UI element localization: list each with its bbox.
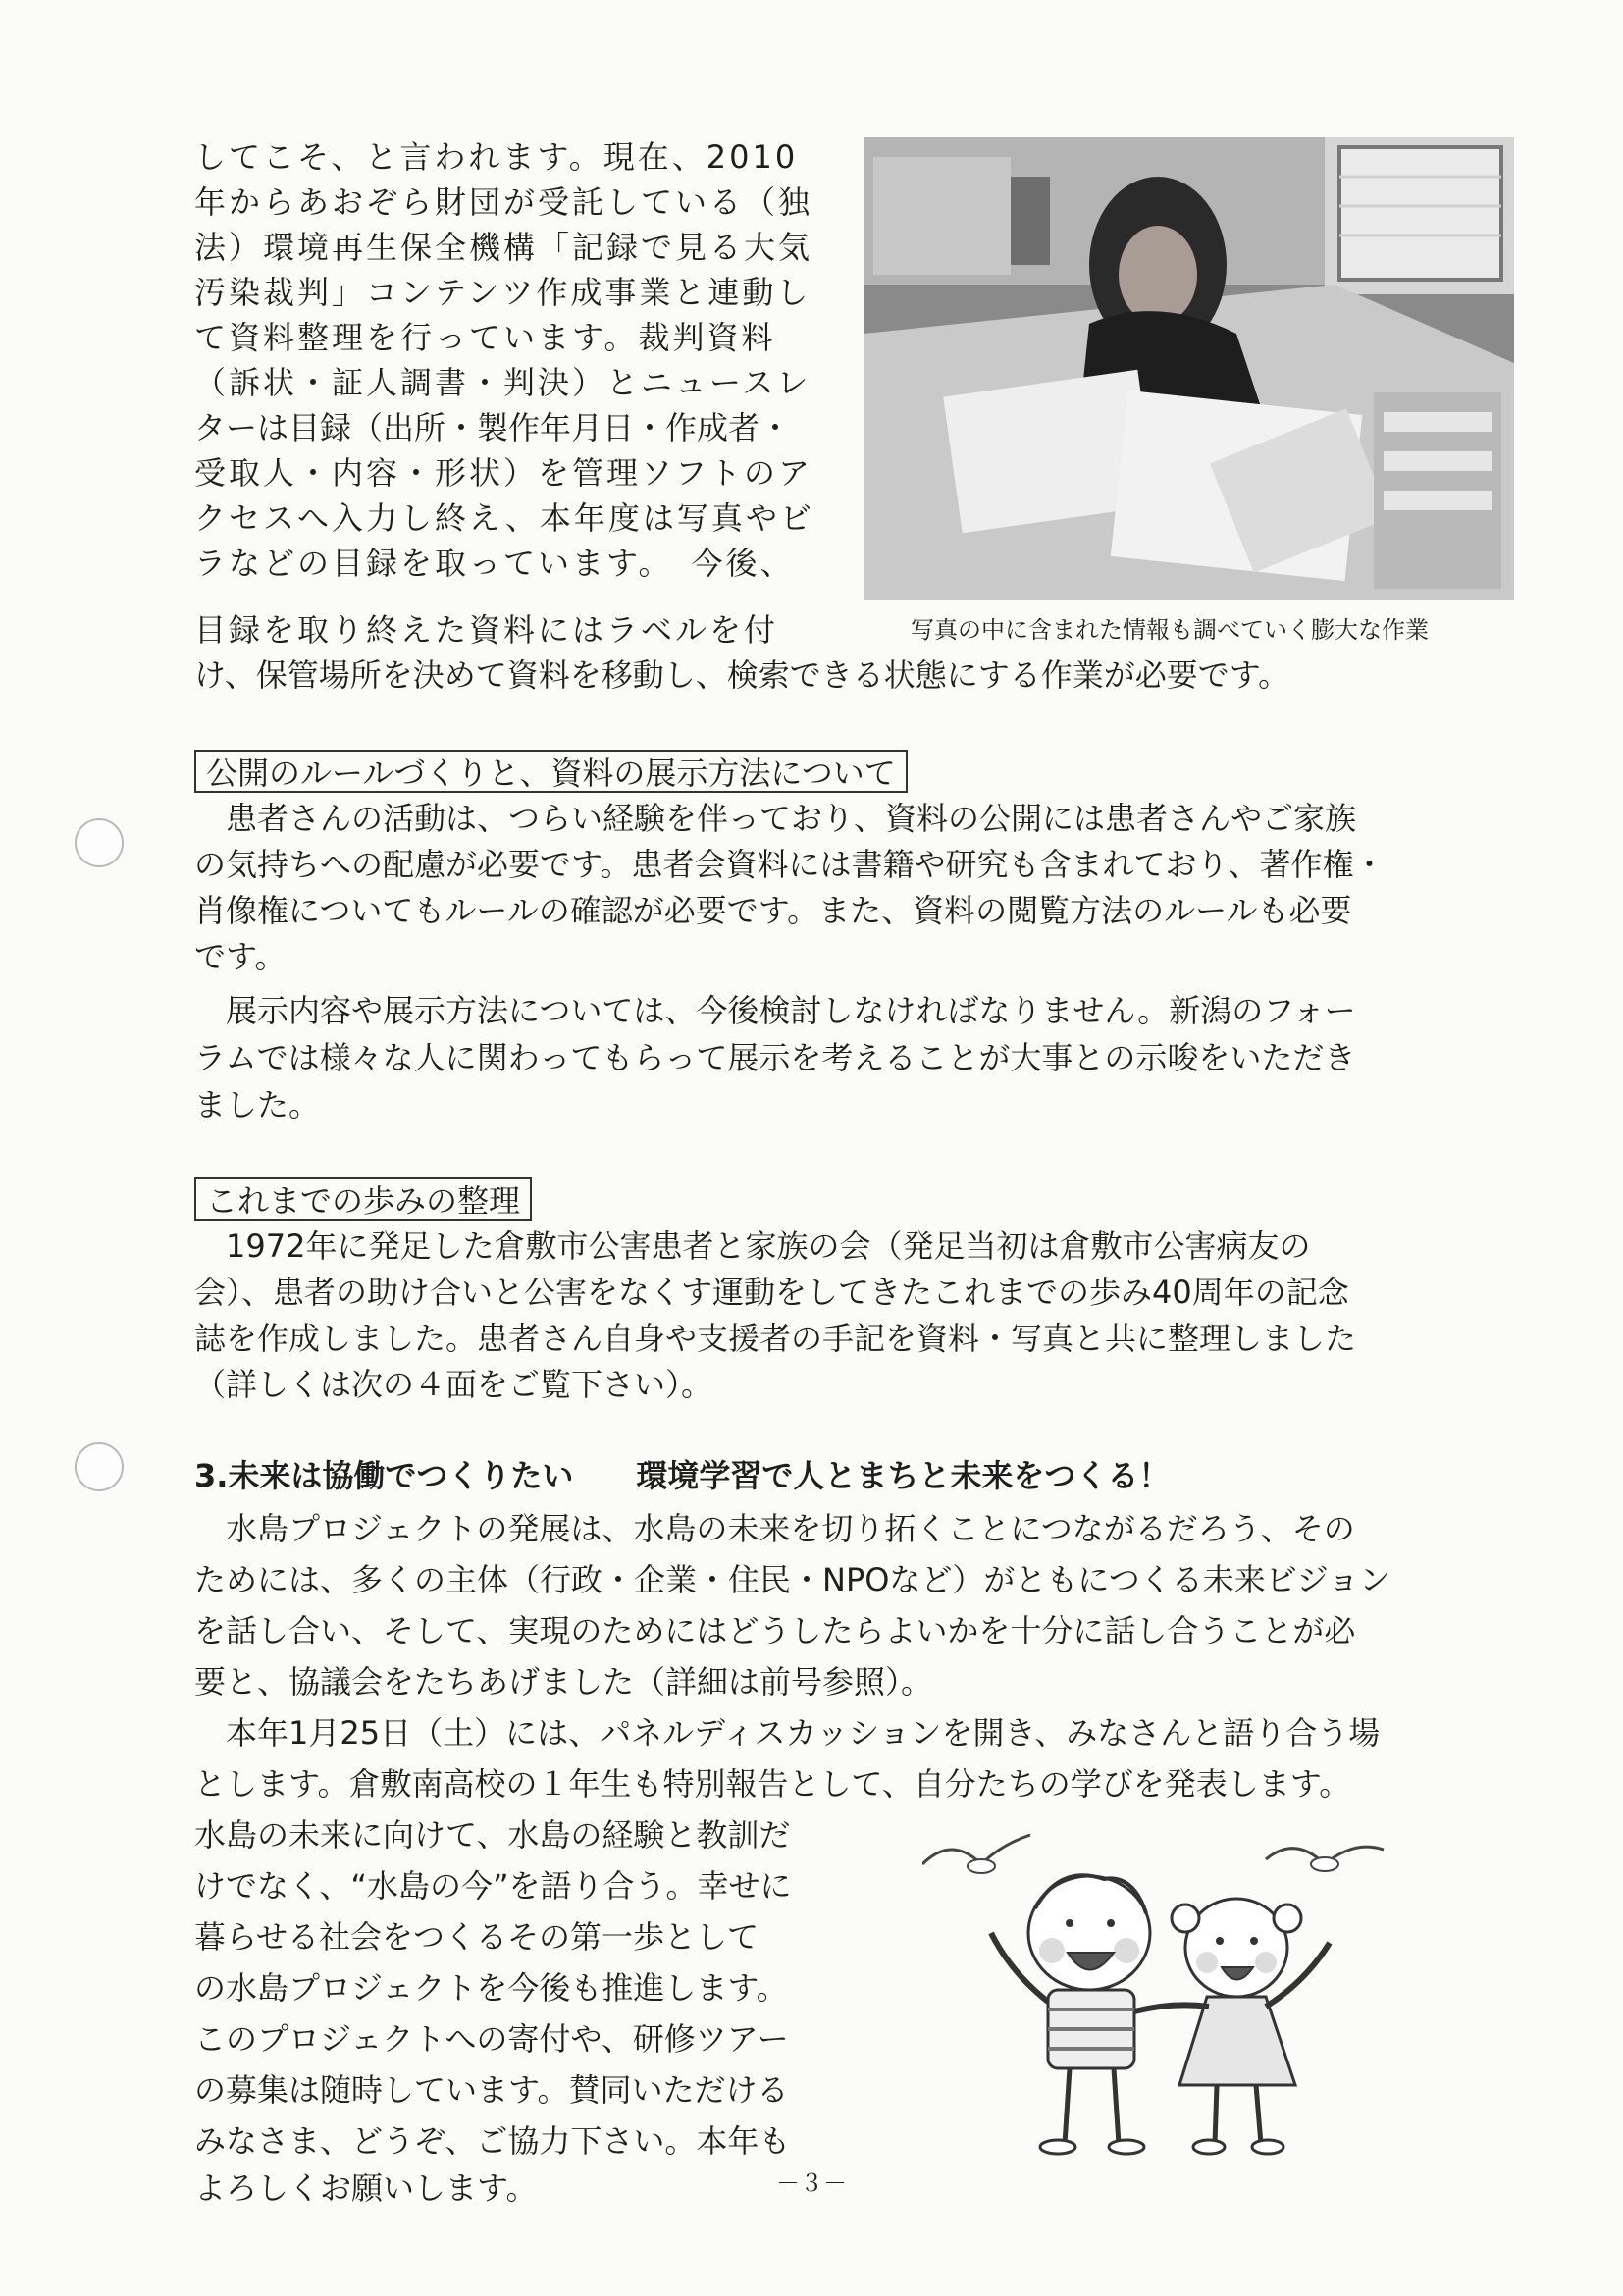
rules-line: 患者さんの活動は、つらい経験を伴っており、資料の公開には患者さんやご家族 xyxy=(194,800,1357,837)
intro-line: て資料整理を行っています。裁判資料 xyxy=(194,319,776,356)
intro-line: ラなどの目録を取っています。 今後、 xyxy=(194,545,795,582)
children-illustration xyxy=(922,1825,1393,2159)
section-heading-future: 3.未来は協働でつくりたい 環境学習で人とまちと未来をつくる！ xyxy=(194,1457,1171,1494)
future-narrow-line: このプロジェクトへの寄付や、研修ツアー xyxy=(194,2020,789,2058)
photo-illustration xyxy=(864,137,1514,600)
rules-line: です。 xyxy=(194,938,287,975)
future-line: 水島プロジェクトの発展は、水島の未来を切り拓くことにつながるだろう、その xyxy=(194,1510,1355,1547)
future-narrow-line: 暮らせる社会をつくるその第一歩として xyxy=(194,1918,759,1956)
future-narrow-line: 水島の未来に向けて、水島の経験と教訓だ xyxy=(194,1816,791,1853)
intro-line: してこそ、と言われます。現在、2010 xyxy=(194,138,799,176)
section-heading-rules: 公開のルールづくりと、資料の展示方法について xyxy=(194,750,908,793)
intro-line: 受取人・内容・形状）を管理ソフトのア xyxy=(194,454,813,492)
intro-line: クセスへ入力し終え、本年度は写真やビ xyxy=(194,499,814,537)
intro-line: （訴状・証人調書・判決）とニュースレ xyxy=(194,364,812,401)
photo-caption: 写真の中に含まれた情報も調べていく膨大な作業 xyxy=(911,616,1429,644)
rules-line: ました。 xyxy=(194,1086,321,1123)
future-narrow-line: よろしくお願いします。 xyxy=(194,2169,538,2207)
rules-line: ラムでは様々な人に関わってもらって展示を考えることが大事との示唆をいただき xyxy=(194,1039,1356,1076)
section-heading-history: これまでの歩みの整理 xyxy=(194,1177,532,1221)
future-narrow-line: みなさま、どうぞ、ご協力下さい。本年も xyxy=(194,2122,791,2160)
intro-line: 目録を取り終えた資料にはラベルを付 xyxy=(194,611,779,649)
future-line: 本年1月25日（土）には、パネルディスカッションを開き、みなさんと語り合う場 xyxy=(194,1714,1381,1751)
intro-line: け、保管場所を決めて資料を移動し、検索できる状態にする作業が必要です。 xyxy=(194,656,1290,694)
future-line: を話し合い、そして、実現のためにはどうしたらよいかを十分に話し合うことが必 xyxy=(194,1612,1356,1649)
history-line: 1972年に発足した倉敷市公害患者と家族の会（発足当初は倉敷市公害病友の xyxy=(194,1227,1311,1265)
page-number: －３－ xyxy=(776,2169,847,2197)
rules-line: 肖像権についてもルールの確認が必要です。また、資料の閲覧方法のルールも必要 xyxy=(194,892,1352,929)
history-line: （詳しくは次の４面をご覧下さい）。 xyxy=(194,1366,713,1403)
intro-line: 法）環境再生保全機構「記録で見る大気 xyxy=(194,229,813,266)
archive-work-photo xyxy=(864,137,1514,600)
future-narrow-line: の水島プロジェクトを今後も推進します。 xyxy=(194,1969,788,2007)
punch-hole-lower xyxy=(75,1442,124,1491)
rules-line: 展示内容や展示方法については、今後検討しなければなりません。新潟のフォー xyxy=(194,992,1356,1029)
rules-line: の気持ちへの配慮が必要です。患者会資料には書籍や研究も含まれており、著作権・ xyxy=(194,846,1386,883)
punch-hole-upper xyxy=(75,818,124,867)
children-drawing xyxy=(922,1825,1393,2159)
future-narrow-line: の募集は随時しています。賛同いただける xyxy=(194,2071,789,2109)
future-line: 要と、協議会をたちあげました（詳細は前号参照）。 xyxy=(194,1663,933,1700)
future-line: ためには、多くの主体（行政・企業・住民・NPOなど）がともにつくる未来ビジョン xyxy=(194,1561,1391,1598)
future-line: とします。倉敷南高校の１年生も特別報告として、自分たちの学びを発表します。 xyxy=(194,1765,1351,1802)
intro-line: ターは目録（出所・製作年月日・作成者・ xyxy=(194,409,792,446)
future-narrow-line: けでなく、“水島の今”を語り合う。幸せに xyxy=(194,1867,792,1905)
history-line: 誌を作成しました。患者さん自身や支援者の手記を資料・写真と共に整理しました xyxy=(194,1320,1357,1357)
intro-line: 汚染裁判」コンテンツ作成事業と連動し xyxy=(194,274,812,311)
history-line: 会）、患者の助け合いと公害をなくす運動をしてきたこれまでの歩み40周年の記念 xyxy=(194,1274,1349,1311)
intro-line: 年からあおぞら財団が受託している（独 xyxy=(194,183,813,221)
